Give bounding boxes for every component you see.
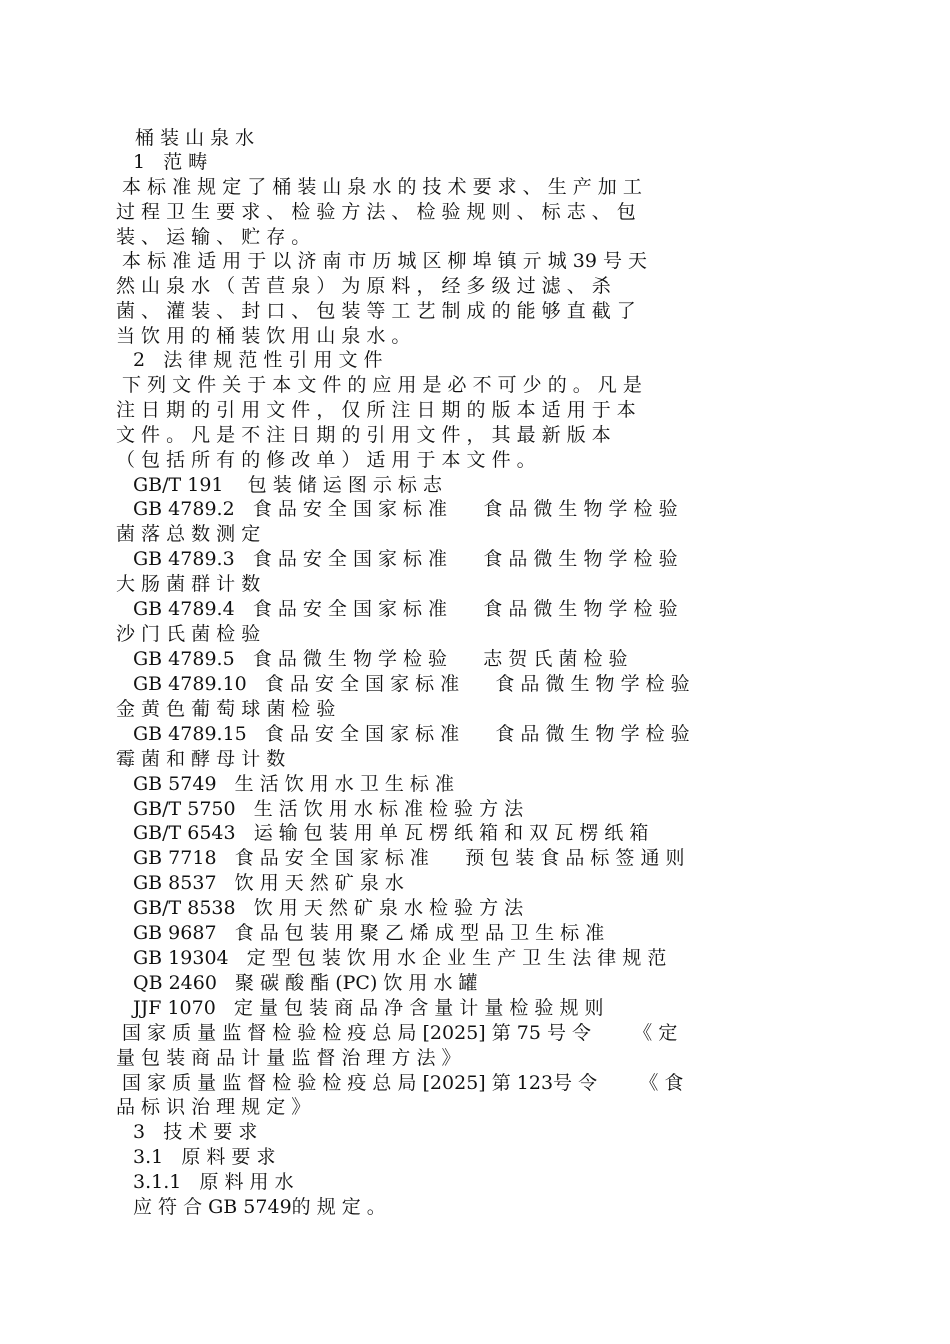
reference-item: GB 4789.5 食 品 微 生 物 学 检 验 志 贺 氏 菌 检 验	[133, 648, 628, 670]
paragraph-line: 然 山 泉 水 （ 苦 苣 泉 ） 为 原 料 ， 经 多 级 过 滤 、 杀	[116, 275, 611, 297]
paragraph-line: 下 列 文 件 关 于 本 文 件 的 应 用 是 必 不 可 少 的 。 凡 是	[116, 374, 642, 396]
document-title: 桶 装 山 泉 水	[135, 127, 255, 149]
subsection-heading: 3.1 原 料 要 求	[133, 1146, 276, 1168]
paragraph-line: （ 包 括 所 有 的 修 改 单 ） 适 用 于 本 文 件 。	[116, 449, 536, 471]
paragraph-line: 过 程 卫 生 要 求 、 检 验 方 法 、 检 验 规 则 、 标 志 、 包	[116, 201, 636, 223]
paragraph-line: 本 标 准 适 用 于 以 济 南 市 历 城 区 柳 埠 镇 亓 城 39 号 天	[116, 250, 648, 272]
reference-item-continued: 大 肠 菌 群 计 数	[116, 573, 261, 595]
reference-item: GB/T 6543 运 输 包 装 用 单 瓦 楞 纸 箱 和 双 瓦 楞 纸 箱	[133, 822, 649, 844]
reference-item: GB/T 8538 饮 用 天 然 矿 泉 水 检 验 方 法	[133, 897, 524, 919]
reference-item: GB 4789.2 食 品 安 全 国 家 标 准 食 品 微 生 物 学 检 验	[133, 498, 678, 520]
paragraph-line: 注 日 期 的 引 用 文 件 ， 仅 所 注 日 期 的 版 本 适 用 于 本	[116, 399, 636, 421]
reference-item: JJF 1070 定 量 包 装 商 品 净 含 量 计 量 检 验 规 则	[133, 997, 604, 1019]
reference-item: 国 家 质 量 监 督 检 验 检 疫 总 局 [2025] 第 123号 令 《 食	[116, 1072, 684, 1094]
paragraph-line: 装 、 运 输 、 贮 存 。	[116, 226, 311, 248]
reference-item-continued: 金 黄 色 葡 萄 球 菌 检 验	[116, 698, 336, 720]
section-heading: 3 技 术 要 求	[133, 1121, 258, 1143]
paragraph-line: 文 件 。 凡 是 不 注 日 期 的 引 用 文 件 ， 其 最 新 版 本	[116, 424, 611, 446]
section-heading: 2 法 律 规 范 性 引 用 文 件	[133, 349, 383, 371]
reference-item: GB 9687 食 品 包 装 用 聚 乙 烯 成 型 品 卫 生 标 准	[133, 922, 605, 944]
reference-item-continued: 品 标 识 治 理 规 定 》	[116, 1096, 311, 1118]
reference-item-continued: 量 包 装 商 品 计 量 监 督 治 理 方 法 》	[116, 1047, 461, 1069]
subsection-heading: 3.1.1 原 料 用 水	[133, 1171, 294, 1193]
paragraph-line: 当 饮 用 的 桶 装 饮 用 山 泉 水 。	[116, 325, 411, 347]
section-heading: 1 范 畴	[133, 151, 208, 173]
reference-item: GB 4789.15 食 品 安 全 国 家 标 准 食 品 微 生 物 学 检 验	[133, 723, 690, 745]
reference-item: GB 7718 食 品 安 全 国 家 标 准 预 包 装 食 品 标 签 通 则	[133, 847, 685, 869]
reference-item: GB 4789.4 食 品 安 全 国 家 标 准 食 品 微 生 物 学 检 验	[133, 598, 678, 620]
reference-item: GB/T 191 包 装 储 运 图 示 标 志	[133, 474, 442, 496]
reference-item: GB 8537 饮 用 天 然 矿 泉 水	[133, 872, 404, 894]
paragraph-line: 菌 、 灌 装 、 封 口 、 包 装 等 工 艺 制 成 的 能 够 直 截 了	[116, 300, 636, 322]
reference-item-continued: 菌 落 总 数 测 定	[116, 523, 261, 545]
reference-item: GB 4789.10 食 品 安 全 国 家 标 准 食 品 微 生 物 学 检 验	[133, 673, 690, 695]
reference-item: QB 2460 聚 碳 酸 酯 (PC) 饮 用 水 罐	[133, 972, 478, 994]
paragraph-line: 本 标 准 规 定 了 桶 装 山 泉 水 的 技 术 要 求 、 生 产 加 工	[116, 176, 642, 198]
reference-item: GB 19304 定 型 包 装 饮 用 水 企 业 生 产 卫 生 法 律 规 范	[133, 947, 667, 969]
reference-item-continued: 沙 门 氏 菌 检 验	[116, 623, 261, 645]
paragraph-line: 应 符 合 GB 5749的 规 定 。	[133, 1196, 386, 1218]
reference-item: GB 5749 生 活 饮 用 水 卫 生 标 准	[133, 773, 454, 795]
reference-item: GB 4789.3 食 品 安 全 国 家 标 准 食 品 微 生 物 学 检 验	[133, 548, 678, 570]
reference-item-continued: 霉 菌 和 酵 母 计 数	[116, 748, 286, 770]
reference-item: 国 家 质 量 监 督 检 验 检 疫 总 局 [2025] 第 75 号 令 《 定	[116, 1022, 678, 1044]
reference-item: GB/T 5750 生 活 饮 用 水 标 准 检 验 方 法	[133, 798, 524, 820]
